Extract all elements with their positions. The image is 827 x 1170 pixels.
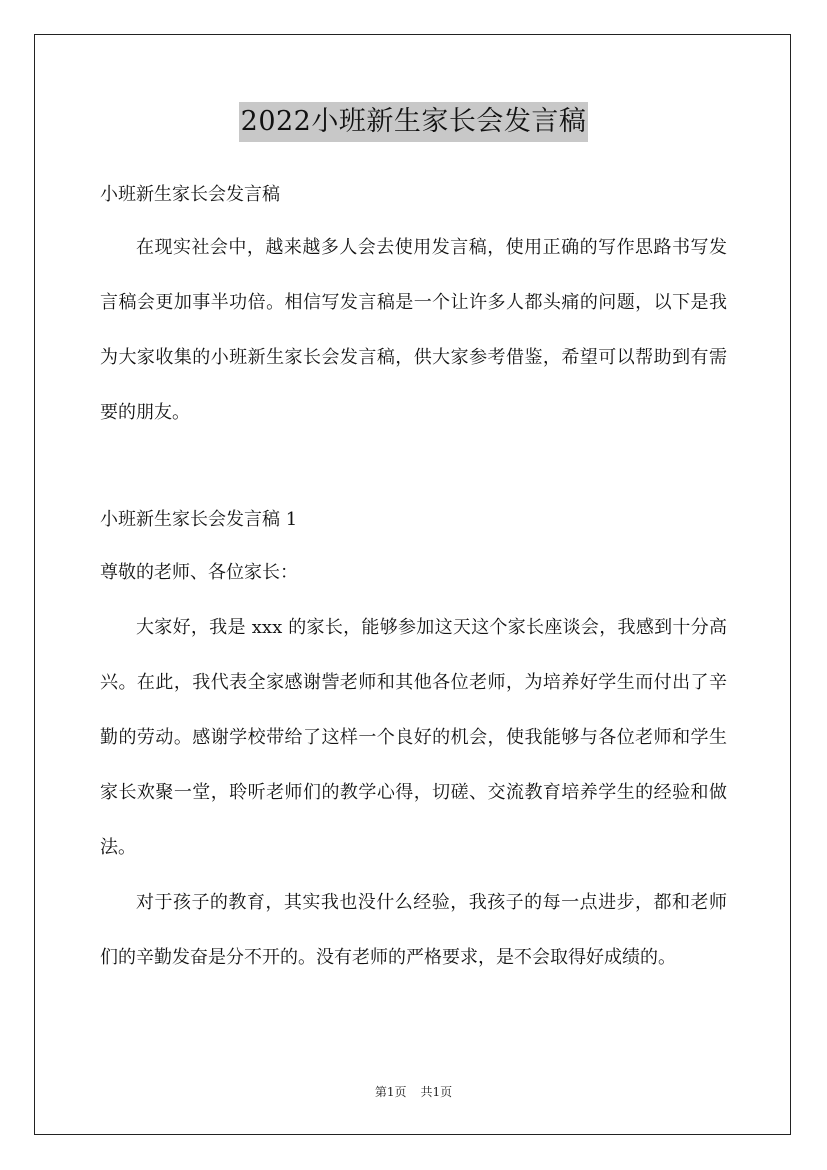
page-footer	[0, 1083, 827, 1100]
page-number-current: 第1页	[374, 1085, 407, 1099]
document-title: 2022小班新生家长会发言稿	[239, 102, 589, 142]
section-heading: 小班新生家长会发言稿 1	[100, 509, 298, 530]
document-body	[100, 177, 727, 985]
body-paragraph-1: 大家好，我是 xxx 的家长，能够参加这天这个家长座谈会，我感到十分高兴。在此，我代表全家感谢訾老师和其他各位老师，为培养好学生而付出了辛勤的劳动。感谢学校带给了这样一个良好的机会，使我能够与各位老师和学生家长欢聚一堂，聆听老师们的教学心得，切磋、交流教育培养学生的经验和做法。	[100, 617, 727, 858]
salutation: 尊敬的老师、各位家长：	[100, 562, 298, 583]
section-spacer	[100, 440, 727, 502]
document-subtitle: 小班新生家长会发言稿	[100, 184, 280, 205]
title-container	[0, 102, 827, 142]
intro-paragraph: 在现实社会中，越来越多人会去使用发言稿，使用正确的写作思路书写发言稿会更加事半功倍。相信写发言稿是一个让许多人都头痛的问题，以下是我为大家收集的小班新生家长会发言稿，供大家参考借鉴，希望可以帮助到有需要的朋友。	[100, 237, 727, 423]
page-number-total: 共1页	[420, 1085, 453, 1099]
body-paragraph-2: 对于孩子的教育，其实我也没什么经验，我孩子的每一点进步，都和老师们的辛勤发奋是分不开的。没有老师的严格要求，是不会取得好成绩的。	[100, 892, 727, 968]
